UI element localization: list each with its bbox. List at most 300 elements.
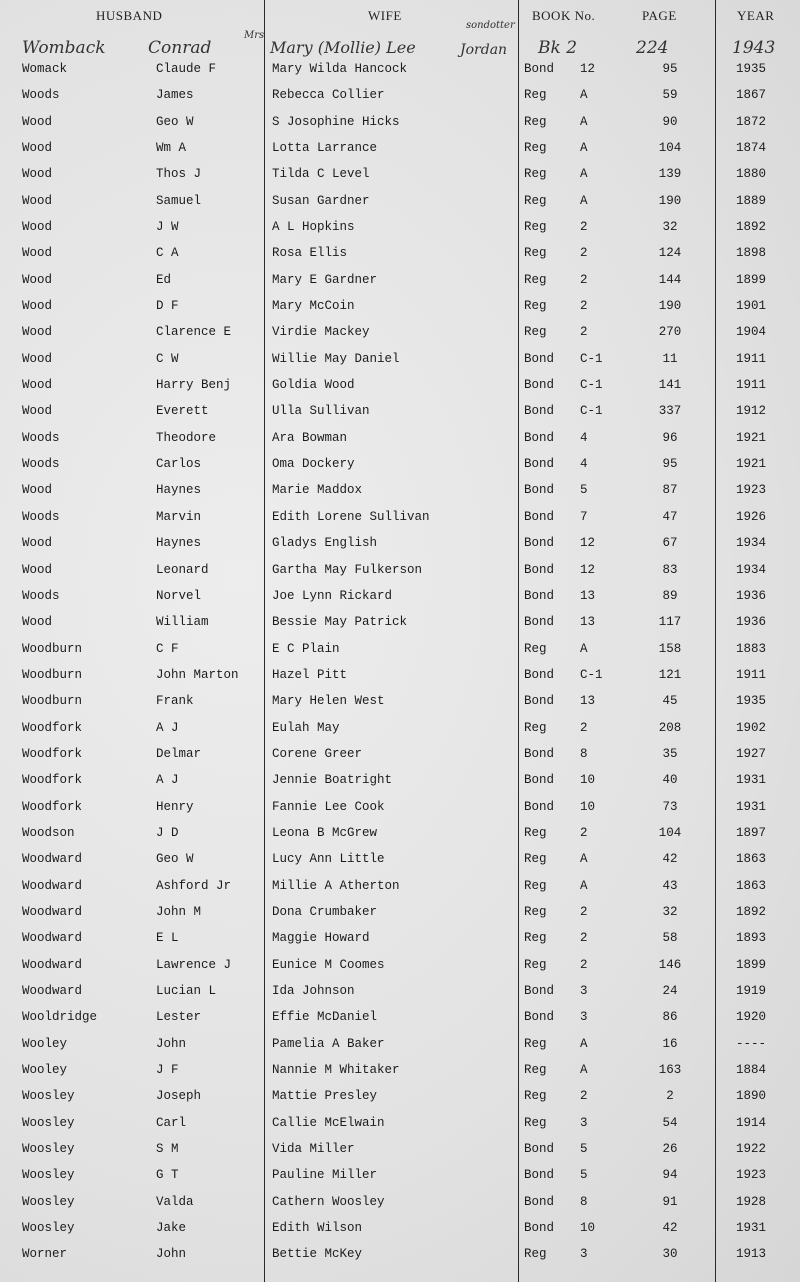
page-number: 144: [658, 272, 682, 287]
husband-given-name: Geo W: [156, 852, 194, 867]
husband-surname: Wooldridge: [22, 1010, 98, 1025]
table-row: [0, 879, 800, 899]
record-type: Reg: [524, 141, 547, 155]
wife-name: Ida Johnson: [272, 983, 355, 998]
book-number: A: [580, 878, 588, 893]
year: 1931: [735, 773, 766, 788]
wife-name: A L Hopkins: [272, 220, 355, 234]
book-number: C-1: [580, 378, 603, 393]
year: 1880: [735, 167, 766, 182]
wife-name: Hazel Pitt: [272, 667, 348, 682]
husband-given-name: D F: [156, 299, 179, 314]
wife-name: Corene Greer: [272, 746, 363, 761]
page-number: 163: [658, 1062, 682, 1077]
book-number: 5: [580, 1168, 588, 1183]
husband-surname: Wood: [22, 272, 53, 287]
page-number: 26: [662, 1141, 678, 1156]
header-wife: WIFE: [368, 8, 402, 23]
header-husband: HUSBAND: [96, 8, 163, 23]
husband-surname: Woodfork: [22, 799, 83, 814]
year: 1892: [735, 904, 766, 919]
record-type: Bond: [524, 378, 555, 393]
page-number: 91: [662, 1194, 678, 1209]
husband-given-name: James: [156, 88, 194, 103]
wife-name: Willie May Daniel: [272, 351, 400, 366]
record-type: Reg: [524, 246, 547, 261]
year: 1923: [735, 1168, 766, 1183]
wife-name: Bettie McKey: [272, 1247, 363, 1262]
husband-given-name: Theodore: [156, 430, 217, 445]
table-row: [0, 721, 800, 741]
husband-surname: Wood: [22, 378, 53, 393]
book-number: 7: [580, 509, 588, 524]
page-number: 139: [658, 167, 682, 182]
year: 1911: [735, 378, 766, 393]
wife-name: Rosa Ellis: [272, 246, 348, 261]
year: 1892: [735, 220, 766, 234]
book-number: 2: [580, 272, 588, 287]
record-type: Bond: [524, 536, 555, 551]
page-number: 16: [662, 1036, 678, 1051]
husband-surname: Woods: [22, 457, 60, 472]
page-number: 42: [662, 852, 678, 867]
hand-wife-prefix: Mrs: [244, 30, 265, 41]
table-row: [0, 1010, 800, 1030]
record-type: Reg: [524, 1089, 547, 1104]
husband-given-name: John: [156, 1247, 187, 1262]
record-type: Bond: [524, 1194, 555, 1209]
wife-name: Mary E Gardner: [272, 272, 378, 287]
husband-surname: Worner: [22, 1247, 68, 1262]
husband-surname: Woodward: [22, 931, 83, 946]
table-row: [0, 747, 800, 767]
wife-name: Cathern Woosley: [272, 1194, 385, 1209]
record-type: Bond: [524, 746, 555, 761]
record-type: Reg: [524, 220, 547, 234]
page-number: 124: [658, 246, 682, 261]
wife-name: Lucy Ann Little: [272, 852, 385, 867]
table-row: [0, 1116, 800, 1136]
wife-name: Leona B McGrew: [272, 825, 378, 840]
record-type: Reg: [524, 299, 547, 314]
wife-name: Eunice M Coomes: [272, 957, 385, 972]
record-type: Bond: [524, 404, 555, 419]
book-number: C-1: [580, 667, 603, 682]
page-number: 89: [662, 588, 678, 603]
year: 1904: [735, 325, 766, 340]
table-row: [0, 457, 800, 477]
table-row: [0, 536, 800, 556]
wife-name: Marie Maddox: [272, 483, 363, 498]
husband-surname: Woodward: [22, 878, 83, 893]
husband-surname: Woosley: [22, 1168, 75, 1183]
page-number: 208: [658, 720, 682, 735]
book-number: 13: [580, 694, 596, 709]
husband-surname: Woosley: [22, 1089, 75, 1104]
hand-note: sondotter: [466, 20, 515, 31]
record-type: Reg: [524, 167, 547, 182]
record-type: Reg: [524, 88, 547, 103]
wife-name: Fannie Lee Cook: [272, 799, 385, 814]
table-row: [0, 220, 800, 240]
page-number: 32: [662, 904, 678, 919]
record-type: Reg: [524, 641, 547, 656]
record-type: Reg: [524, 325, 547, 340]
table-row: [0, 1142, 800, 1162]
husband-surname: Woosley: [22, 1221, 75, 1235]
page-number: 121: [658, 667, 682, 682]
husband-surname: Wood: [22, 167, 53, 182]
husband-given-name: Lucian L: [156, 983, 217, 998]
book-number: C-1: [580, 351, 603, 366]
year: 1872: [735, 114, 766, 129]
record-type: Reg: [524, 1062, 547, 1077]
husband-surname: Woodward: [22, 852, 83, 867]
wife-name: Goldia Wood: [272, 378, 355, 393]
book-number: C-1: [580, 404, 603, 419]
page-number: 40: [662, 773, 678, 788]
record-type: Reg: [524, 825, 547, 840]
hand-surname: Womback: [22, 38, 106, 58]
page-number: 35: [662, 746, 678, 761]
hand-book: Bk 2: [538, 38, 578, 58]
table-row: [0, 115, 800, 135]
husband-given-name: Valda: [156, 1194, 194, 1209]
book-number: 2: [580, 825, 588, 840]
record-type: Bond: [524, 983, 555, 998]
year: 1890: [735, 1089, 766, 1104]
husband-surname: Wood: [22, 114, 53, 129]
husband-given-name: Clarence E: [156, 325, 232, 340]
page-number: 67: [662, 536, 678, 551]
record-type: Reg: [524, 878, 547, 893]
husband-given-name: Ed: [156, 272, 172, 287]
wife-name: Millie A Atherton: [272, 878, 400, 893]
hand-wife-suffix: Jordan: [460, 42, 508, 58]
husband-given-name: Lawrence J: [156, 957, 232, 972]
page-number: 158: [658, 641, 682, 656]
husband-surname: Wood: [22, 220, 53, 234]
wife-name: Gartha May Fulkerson: [272, 562, 423, 577]
table-row: [0, 589, 800, 609]
book-number: 2: [580, 299, 588, 314]
book-number: 2: [580, 325, 588, 340]
year: 1923: [735, 483, 766, 498]
husband-given-name: Henry: [156, 799, 194, 814]
record-type: Reg: [524, 272, 547, 287]
husband-surname: Woodward: [22, 983, 83, 998]
wife-name: Rebecca Collier: [272, 88, 385, 103]
husband-given-name: Frank: [156, 694, 194, 709]
book-number: A: [580, 1062, 588, 1077]
book-number: 3: [580, 983, 588, 998]
record-type: Bond: [524, 615, 555, 630]
husband-given-name: Delmar: [156, 746, 202, 761]
hand-year: 1943: [732, 38, 776, 58]
table-row: [0, 510, 800, 530]
year: 1889: [735, 193, 766, 208]
year: 1927: [735, 746, 766, 761]
husband-surname: Wood: [22, 325, 53, 340]
page-number: 11: [662, 351, 678, 366]
year: ----: [735, 1036, 766, 1051]
year: 1863: [735, 852, 766, 867]
husband-surname: Wood: [22, 404, 53, 419]
table-row: [0, 167, 800, 187]
page-number: 2: [666, 1089, 674, 1104]
page-number: 190: [658, 299, 682, 314]
book-number: 3: [580, 1115, 588, 1130]
book-number: 13: [580, 615, 596, 630]
table-row: [0, 378, 800, 398]
book-number: 4: [580, 430, 588, 445]
husband-given-name: Norvel: [156, 588, 202, 603]
year: 1928: [735, 1194, 766, 1209]
page-number: 86: [662, 1010, 678, 1025]
book-number: 12: [580, 536, 596, 551]
husband-given-name: William: [156, 615, 209, 630]
page-number: 94: [662, 1168, 678, 1183]
wife-name: Edith Wilson: [272, 1221, 363, 1235]
table-row: [0, 668, 800, 688]
husband-surname: Wood: [22, 141, 53, 155]
page-number: 73: [662, 799, 678, 814]
year: 1899: [735, 957, 766, 972]
year: 1935: [735, 694, 766, 709]
page-number: 337: [658, 404, 682, 419]
wife-name: Maggie Howard: [272, 931, 370, 946]
wife-name: Mary McCoin: [272, 299, 355, 314]
table-row: [0, 615, 800, 635]
year: 1934: [735, 536, 766, 551]
page-number: 117: [658, 615, 682, 630]
book-number: 3: [580, 1010, 588, 1025]
page-number: 43: [662, 878, 678, 893]
record-type: Bond: [524, 588, 555, 603]
wife-name: Oma Dockery: [272, 457, 355, 472]
husband-surname: Woosley: [22, 1141, 75, 1156]
record-type: Reg: [524, 1247, 547, 1262]
husband-given-name: Marvin: [156, 509, 202, 524]
husband-given-name: J W: [156, 220, 179, 234]
hand-page: 224: [636, 38, 669, 58]
record-type: Bond: [524, 799, 555, 814]
table-row: [0, 826, 800, 846]
page-number: 83: [662, 562, 678, 577]
header-book: BOOK No.: [532, 8, 596, 23]
husband-given-name: Joseph: [156, 1089, 202, 1104]
book-number: 12: [580, 62, 596, 76]
husband-surname: Woodward: [22, 957, 83, 972]
record-type: Bond: [524, 562, 555, 577]
husband-given-name: C A: [156, 246, 179, 261]
hand-wife: Mary (Mollie) Lee: [270, 38, 416, 57]
wife-name: Joe Lynn Rickard: [272, 588, 393, 603]
table-row: [0, 273, 800, 293]
wife-name: Bessie May Patrick: [272, 615, 408, 630]
book-number: 12: [580, 562, 596, 577]
book-number: 8: [580, 1194, 588, 1209]
wife-name: Mary Wilda Hancock: [272, 62, 408, 76]
year: 1883: [735, 641, 766, 656]
record-type: Bond: [524, 667, 555, 682]
husband-given-name: Haynes: [156, 483, 202, 498]
page-number: 42: [662, 1221, 678, 1235]
year: 1931: [735, 799, 766, 814]
husband-surname: Woodburn: [22, 641, 83, 656]
page-number: 58: [662, 931, 678, 946]
book-number: 5: [580, 1141, 588, 1156]
book-number: A: [580, 193, 588, 208]
page-number: 32: [662, 220, 678, 234]
year: 1922: [735, 1141, 766, 1156]
table-row: [0, 931, 800, 951]
husband-given-name: G T: [156, 1168, 179, 1183]
husband-surname: Woods: [22, 430, 60, 445]
table-row: [0, 299, 800, 319]
husband-surname: Wood: [22, 562, 53, 577]
year: 1921: [735, 430, 766, 445]
table-row: [0, 352, 800, 372]
year: 1920: [735, 1010, 766, 1025]
husband-surname: Wooley: [22, 1036, 68, 1051]
husband-given-name: Thos J: [156, 167, 202, 182]
table-row: [0, 88, 800, 108]
record-type: Reg: [524, 904, 547, 919]
year: 1897: [735, 825, 766, 840]
year: 1901: [735, 299, 766, 314]
record-type: Bond: [524, 430, 555, 445]
book-number: 2: [580, 904, 588, 919]
wife-name: Mary Helen West: [272, 694, 385, 709]
husband-given-name: A J: [156, 720, 179, 735]
husband-surname: Wood: [22, 483, 53, 498]
book-number: 10: [580, 773, 596, 788]
record-type: Bond: [524, 773, 555, 788]
page-number: 90: [662, 114, 678, 129]
page-number: 87: [662, 483, 678, 498]
table-row: [0, 431, 800, 451]
husband-given-name: C W: [156, 351, 179, 366]
record-type: Reg: [524, 720, 547, 735]
husband-given-name: John Marton: [156, 667, 239, 682]
husband-surname: Woods: [22, 88, 60, 103]
book-number: 2: [580, 931, 588, 946]
husband-given-name: Carlos: [156, 457, 202, 472]
page-number: 146: [658, 957, 682, 972]
husband-given-name: Samuel: [156, 193, 202, 208]
table-row: [0, 1247, 800, 1267]
year: 1936: [735, 615, 766, 630]
header-page: PAGE: [642, 8, 677, 23]
husband-given-name: John: [156, 1036, 187, 1051]
year: 1867: [735, 88, 766, 103]
hand-given: Conrad: [148, 38, 212, 58]
table-row: [0, 984, 800, 1004]
husband-surname: Woodward: [22, 904, 83, 919]
table-row: [0, 905, 800, 925]
husband-surname: Womack: [22, 62, 68, 76]
table-row: [0, 1168, 800, 1188]
record-type: Reg: [524, 957, 547, 972]
husband-given-name: Lester: [156, 1010, 202, 1025]
page-number: 54: [662, 1115, 678, 1130]
husband-given-name: C F: [156, 641, 179, 656]
husband-surname: Woosley: [22, 1194, 75, 1209]
year: 1898: [735, 246, 766, 261]
record-type: Bond: [524, 457, 555, 472]
husband-given-name: Jake: [156, 1221, 187, 1235]
table-row: [0, 1089, 800, 1109]
page-number: 24: [662, 983, 678, 998]
husband-given-name: Everett: [156, 404, 209, 419]
husband-given-name: Geo W: [156, 114, 194, 129]
page-number: 59: [662, 88, 678, 103]
table-row: [0, 194, 800, 214]
record-type: Bond: [524, 351, 555, 366]
husband-given-name: Haynes: [156, 536, 202, 551]
book-number: 4: [580, 457, 588, 472]
book-number: 10: [580, 799, 596, 814]
husband-given-name: Claude F: [156, 62, 217, 76]
record-type: Bond: [524, 509, 555, 524]
husband-surname: Woodburn: [22, 694, 83, 709]
husband-given-name: A J: [156, 773, 179, 788]
wife-name: Nannie M Whitaker: [272, 1062, 400, 1077]
husband-surname: Wood: [22, 536, 53, 551]
husband-given-name: Wm A: [156, 141, 187, 155]
year: 1934: [735, 562, 766, 577]
table-row: [0, 1037, 800, 1057]
book-number: 2: [580, 957, 588, 972]
page-number: 47: [662, 509, 678, 524]
record-type: Reg: [524, 1036, 547, 1051]
year: 1911: [735, 351, 766, 366]
record-type: Reg: [524, 1115, 547, 1130]
wife-name: Susan Gardner: [272, 193, 370, 208]
husband-surname: Wood: [22, 351, 53, 366]
wife-name: Callie McElwain: [272, 1115, 385, 1130]
husband-surname: Woodson: [22, 825, 75, 840]
husband-surname: Woodfork: [22, 746, 83, 761]
book-number: A: [580, 141, 588, 155]
husband-surname: Wood: [22, 193, 53, 208]
year: 1899: [735, 272, 766, 287]
book-number: 2: [580, 220, 588, 234]
husband-surname: Woosley: [22, 1115, 75, 1130]
table-row: [0, 773, 800, 793]
table-row: [0, 1221, 800, 1241]
year: 1935: [735, 62, 766, 76]
husband-given-name: Ashford Jr: [156, 878, 232, 893]
record-type: Reg: [524, 931, 547, 946]
book-number: 2: [580, 1089, 588, 1104]
husband-surname: Wood: [22, 299, 53, 314]
wife-name: Pauline Miller: [272, 1168, 378, 1183]
page-number: 95: [662, 62, 678, 76]
book-number: 3: [580, 1247, 588, 1262]
husband-surname: Wooley: [22, 1062, 68, 1077]
wife-name: Virdie Mackey: [272, 325, 370, 340]
book-number: A: [580, 114, 588, 129]
wife-name: Ulla Sullivan: [272, 404, 370, 419]
book-number: A: [580, 1036, 588, 1051]
husband-surname: Woods: [22, 509, 60, 524]
table-row: [0, 958, 800, 978]
wife-name: S Josophine Hicks: [272, 114, 400, 129]
table-row: [0, 563, 800, 583]
wife-name: Vida Miller: [272, 1141, 355, 1156]
